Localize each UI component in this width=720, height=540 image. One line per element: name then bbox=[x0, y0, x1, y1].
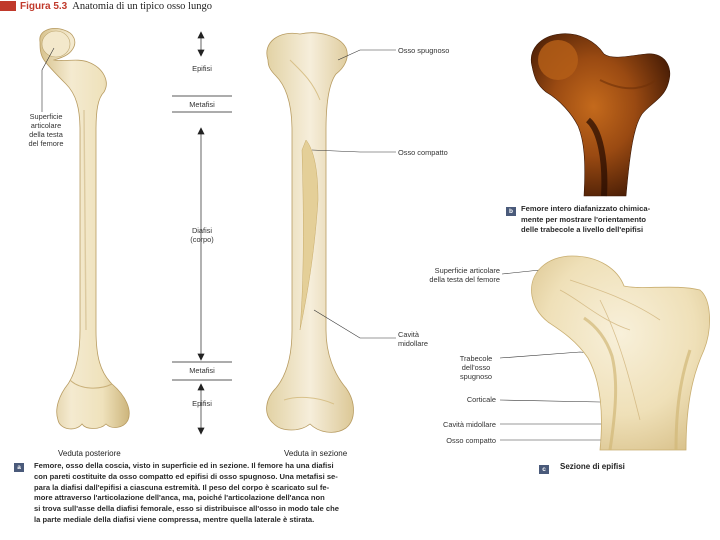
label-metaphysis-bottom: Metafisi bbox=[189, 366, 215, 375]
label-epiphysis-top: Epifisi bbox=[192, 64, 212, 73]
caption-line: Femore, osso della coscia, visto in superficie ed in sezione. Il femore ha una diafisi bbox=[34, 461, 334, 470]
caption-line: si trova sull'asse della diafisi femorale, esso si distribuisce all'osso in modo tale che bbox=[34, 504, 339, 514]
label-line: (corpo) bbox=[190, 235, 214, 244]
label-line: Cavità bbox=[398, 330, 419, 339]
caption-panel-a bbox=[34, 461, 406, 526]
label-line: Diafisi bbox=[191, 226, 213, 235]
diaphanized-femur-photo bbox=[512, 24, 688, 198]
label-medullary-cavity-c: Cavità midollare bbox=[443, 420, 496, 429]
label-line: del femore bbox=[28, 139, 64, 148]
label-line: dell'osso bbox=[461, 363, 491, 372]
label-epiphysis-bottom: Epifisi bbox=[192, 399, 212, 408]
label-articular-surface-head bbox=[14, 112, 78, 148]
label-cortical: Corticale bbox=[466, 395, 496, 404]
badge-a: a bbox=[14, 463, 24, 472]
label-line: articolare bbox=[30, 121, 62, 130]
label-spongy-bone: Osso spugnoso bbox=[398, 46, 450, 55]
view-posterior-label: Veduta posteriore bbox=[58, 449, 121, 458]
caption-line: con pareti costituite da osso compatto ed epifisi di osso spugnoso. Una metafisi se- bbox=[34, 471, 338, 481]
figure-number: Figura 5.3 bbox=[20, 0, 68, 12]
label-line: Superficie bbox=[29, 112, 63, 121]
label-metaphysis-top: Metafisi bbox=[189, 100, 215, 109]
label-compact-bone: Osso compatto bbox=[398, 148, 448, 157]
sectioned-femur-illustration bbox=[267, 33, 354, 433]
label-articular-surface-c bbox=[400, 266, 500, 284]
epiphysis-section-photo bbox=[531, 256, 709, 450]
label-line: spugnoso bbox=[459, 372, 493, 381]
label-line: della testa bbox=[29, 130, 63, 139]
caption-panel-b bbox=[521, 204, 693, 236]
caption-line: para la diafisi dall'epifisi a ciascuna estremità. Il peso del corpo è scaricato sul fe- bbox=[34, 482, 330, 492]
caption-line: Femore intero diafanizzato chimica- bbox=[521, 204, 651, 213]
label-trabeculae bbox=[446, 354, 506, 381]
label-line: Trabecole bbox=[459, 354, 493, 363]
badge-b: b bbox=[506, 207, 516, 216]
label-line: Superficie articolare bbox=[434, 266, 500, 275]
caption-line: delle trabecole a livello dell'epifisi bbox=[521, 225, 644, 234]
label-line: della testa del femore bbox=[429, 275, 500, 284]
caption-panel-c: Sezione di epifisi bbox=[560, 462, 625, 471]
caption-line: more attraverso l'articolazione dell'anca, ma, poiché l'articolazione dell'anca non bbox=[34, 493, 325, 503]
label-medullary-cavity bbox=[398, 330, 428, 348]
view-section-label: Veduta in sezione bbox=[284, 449, 348, 458]
caption-line: la parte mediale della diafisi viene compressa, mentre quella laterale è stirata. bbox=[34, 514, 315, 524]
label-diaphysis bbox=[172, 226, 232, 244]
label-line: midollare bbox=[398, 339, 428, 348]
badge-c: c bbox=[539, 465, 549, 474]
posterior-femur-illustration bbox=[40, 29, 129, 429]
caption-line: mente per mostrare l'orientamento bbox=[521, 214, 647, 224]
figure-title: Anatomia di un tipico osso lungo bbox=[72, 0, 212, 12]
label-compact-bone-c: Osso compatto bbox=[446, 436, 496, 445]
